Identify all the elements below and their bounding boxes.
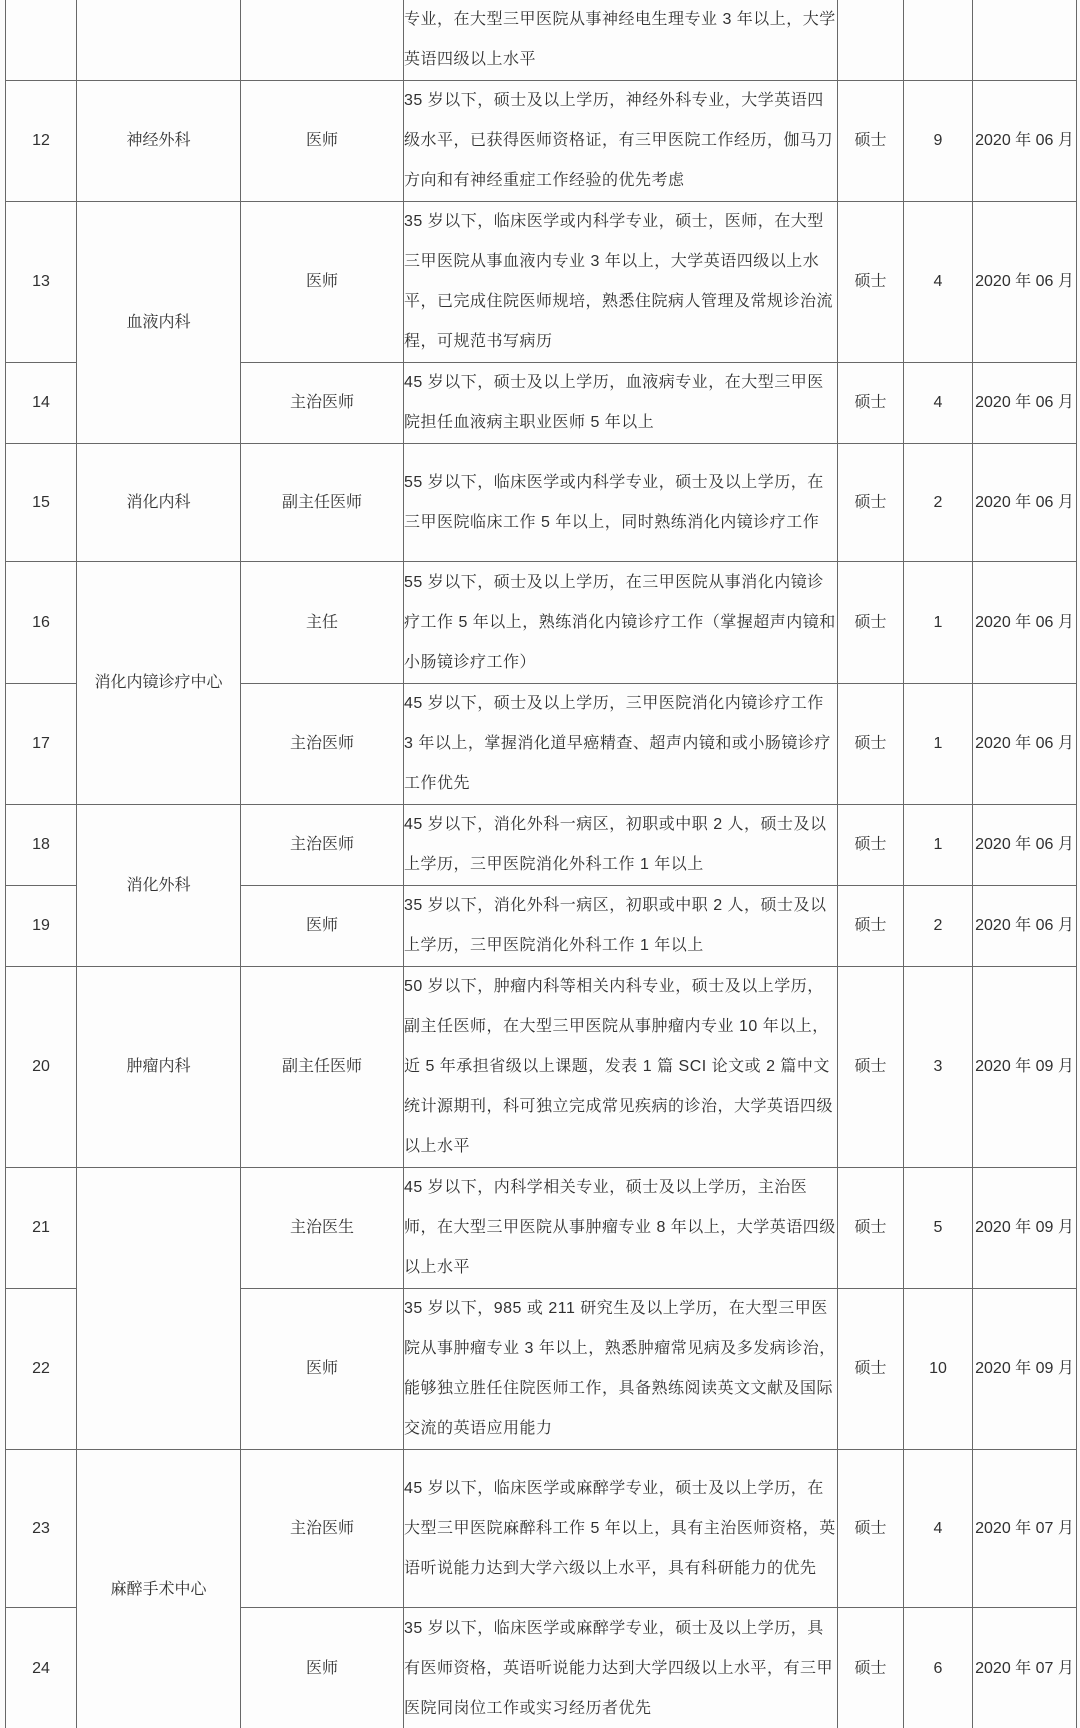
department-cell: 神经外科 [77, 81, 241, 202]
position-cell: 主治医师 [241, 684, 404, 805]
department-cell: 消化内镜诊疗中心 [77, 562, 241, 805]
position-cell: 主治医师 [241, 363, 404, 444]
requirement-cell: 35 岁以下，临床医学或内科学专业，硕士，医师，在大型三甲医院从事血液内专业 3 年以上，大学英语四级以上水平，已完成住院医师规培，熟悉住院病人管理及常规诊治流程，可规范书写病历 [404, 202, 838, 363]
degree-cell: 硕士 [838, 805, 904, 886]
position-cell: 医师 [241, 1608, 404, 1728]
position-cell: 主治医生 [241, 1168, 404, 1289]
row-number-cell: 22 [6, 1289, 77, 1450]
table-row [6, 81, 1077, 202]
date-cell [973, 0, 1077, 81]
table-row [6, 805, 1077, 886]
table-row [6, 444, 1077, 562]
requirement-cell: 45 岁以下，内科学相关专业，硕士及以上学历，主治医师，在大型三甲医院从事肿瘤专业 8 年以上，大学英语四级以上水平 [404, 1168, 838, 1289]
requirement-cell: 45 岁以下，硕士及以上学历，三甲医院消化内镜诊疗工作 3 年以上，掌握消化道早癌精查、超声内镜和或小肠镜诊疗工作优先 [404, 684, 838, 805]
date-cell: 2020 年 06 月 [973, 363, 1077, 444]
table-row [6, 1168, 1077, 1289]
row-number-cell: 18 [6, 805, 77, 886]
position-cell [241, 0, 404, 81]
row-number-cell: 24 [6, 1608, 77, 1728]
table-row [6, 202, 1077, 363]
count-cell: 5 [904, 1168, 973, 1289]
date-cell: 2020 年 06 月 [973, 202, 1077, 363]
position-cell: 副主任医师 [241, 444, 404, 562]
requirement-cell: 35 岁以下，消化外科一病区，初职或中职 2 人，硕士及以上学历，三甲医院消化外科工作 1 年以上 [404, 886, 838, 967]
requirement-cell: 45 岁以下，消化外科一病区，初职或中职 2 人，硕士及以上学历，三甲医院消化外科工作 1 年以上 [404, 805, 838, 886]
degree-cell: 硕士 [838, 967, 904, 1168]
row-number-cell: 14 [6, 363, 77, 444]
table-row [6, 967, 1077, 1168]
department-cell: 麻醉手术中心 [77, 1450, 241, 1728]
date-cell: 2020 年 09 月 [973, 1289, 1077, 1450]
department-cell: 消化外科 [77, 805, 241, 967]
row-number-cell: 15 [6, 444, 77, 562]
requirement-cell: 55 岁以下，硕士及以上学历，在三甲医院从事消化内镜诊疗工作 5 年以上，熟练消化内镜诊疗工作（掌握超声内镜和小肠镜诊疗工作） [404, 562, 838, 684]
row-number-cell: 23 [6, 1450, 77, 1608]
department-cell [77, 1168, 241, 1450]
date-cell: 2020 年 06 月 [973, 684, 1077, 805]
row-number-cell [6, 0, 77, 81]
count-cell: 9 [904, 81, 973, 202]
row-number-cell: 13 [6, 202, 77, 363]
degree-cell: 硕士 [838, 886, 904, 967]
date-cell: 2020 年 06 月 [973, 886, 1077, 967]
count-cell: 4 [904, 363, 973, 444]
degree-cell: 硕士 [838, 1608, 904, 1728]
position-cell: 医师 [241, 1289, 404, 1450]
department-cell [77, 0, 241, 81]
position-cell: 医师 [241, 81, 404, 202]
requirement-cell: 35 岁以下，临床医学或麻醉学专业，硕士及以上学历，具有医师资格，英语听说能力达到大学四级以上水平，有三甲医院同岗位工作或实习经历者优先 [404, 1608, 838, 1728]
position-cell: 医师 [241, 202, 404, 363]
degree-cell: 硕士 [838, 81, 904, 202]
count-cell: 1 [904, 805, 973, 886]
count-cell: 3 [904, 967, 973, 1168]
date-cell: 2020 年 09 月 [973, 1168, 1077, 1289]
date-cell: 2020 年 09 月 [973, 967, 1077, 1168]
row-number-cell: 21 [6, 1168, 77, 1289]
table-row [6, 562, 1077, 684]
requirement-cell: 50 岁以下，肿瘤内科等相关内科专业，硕士及以上学历，副主任医师，在大型三甲医院从事肿瘤内专业 10 年以上，近 5 年承担省级以上课题，发表 1 篇 SCI 论文或 2 篇中文统计源期刊，科可独立完成常见疾病的诊治，大学英语四级以上水平 [404, 967, 838, 1168]
requirement-cell: 45 岁以下，临床医学或麻醉学专业，硕士及以上学历，在大型三甲医院麻醉科工作 5 年以上，具有主治医师资格，英语听说能力达到大学六级以上水平，具有科研能力的优先 [404, 1450, 838, 1608]
position-cell: 主任 [241, 562, 404, 684]
requirement-cell: 专业，在大型三甲医院从事神经电生理专业 3 年以上，大学英语四级以上水平 [404, 0, 838, 81]
row-number-cell: 12 [6, 81, 77, 202]
position-cell: 主治医师 [241, 1450, 404, 1608]
count-cell [904, 0, 973, 81]
row-number-cell: 17 [6, 684, 77, 805]
degree-cell: 硕士 [838, 363, 904, 444]
department-cell: 消化内科 [77, 444, 241, 562]
position-cell: 主治医师 [241, 805, 404, 886]
date-cell: 2020 年 06 月 [973, 81, 1077, 202]
degree-cell: 硕士 [838, 1168, 904, 1289]
date-cell: 2020 年 06 月 [973, 805, 1077, 886]
degree-cell [838, 0, 904, 81]
requirement-cell: 45 岁以下，硕士及以上学历，血液病专业，在大型三甲医院担任血液病主职业医师 5 年以上 [404, 363, 838, 444]
requirement-cell: 55 岁以下，临床医学或内科学专业，硕士及以上学历，在三甲医院临床工作 5 年以上，同时熟练消化内镜诊疗工作 [404, 444, 838, 562]
row-number-cell: 20 [6, 967, 77, 1168]
department-cell: 血液内科 [77, 202, 241, 444]
count-cell: 6 [904, 1608, 973, 1728]
degree-cell: 硕士 [838, 1450, 904, 1608]
table-row [6, 0, 1077, 81]
degree-cell: 硕士 [838, 444, 904, 562]
count-cell: 4 [904, 1450, 973, 1608]
degree-cell: 硕士 [838, 1289, 904, 1450]
date-cell: 2020 年 06 月 [973, 444, 1077, 562]
count-cell: 1 [904, 684, 973, 805]
count-cell: 10 [904, 1289, 973, 1450]
date-cell: 2020 年 06 月 [973, 562, 1077, 684]
row-number-cell: 19 [6, 886, 77, 967]
count-cell: 1 [904, 562, 973, 684]
recruitment-table [5, 0, 1077, 1728]
count-cell: 2 [904, 444, 973, 562]
department-cell: 肿瘤内科 [77, 967, 241, 1168]
count-cell: 4 [904, 202, 973, 363]
row-number-cell: 16 [6, 562, 77, 684]
degree-cell: 硕士 [838, 562, 904, 684]
table-row [6, 1450, 1077, 1608]
degree-cell: 硕士 [838, 202, 904, 363]
requirement-cell: 35 岁以下，硕士及以上学历，神经外科专业，大学英语四级水平，已获得医师资格证，有三甲医院工作经历，伽马刀方向和有神经重症工作经验的优先考虑 [404, 81, 838, 202]
degree-cell: 硕士 [838, 684, 904, 805]
count-cell: 2 [904, 886, 973, 967]
position-cell: 副主任医师 [241, 967, 404, 1168]
position-cell: 医师 [241, 886, 404, 967]
requirement-cell: 35 岁以下，985 或 211 研究生及以上学历，在大型三甲医院从事肿瘤专业 3 年以上，熟悉肿瘤常见病及多发病诊治，能够独立胜任住院医师工作，具备熟练阅读英文文献及国际交流的英语应用能力 [404, 1289, 838, 1450]
date-cell: 2020 年 07 月 [973, 1608, 1077, 1728]
date-cell: 2020 年 07 月 [973, 1450, 1077, 1608]
